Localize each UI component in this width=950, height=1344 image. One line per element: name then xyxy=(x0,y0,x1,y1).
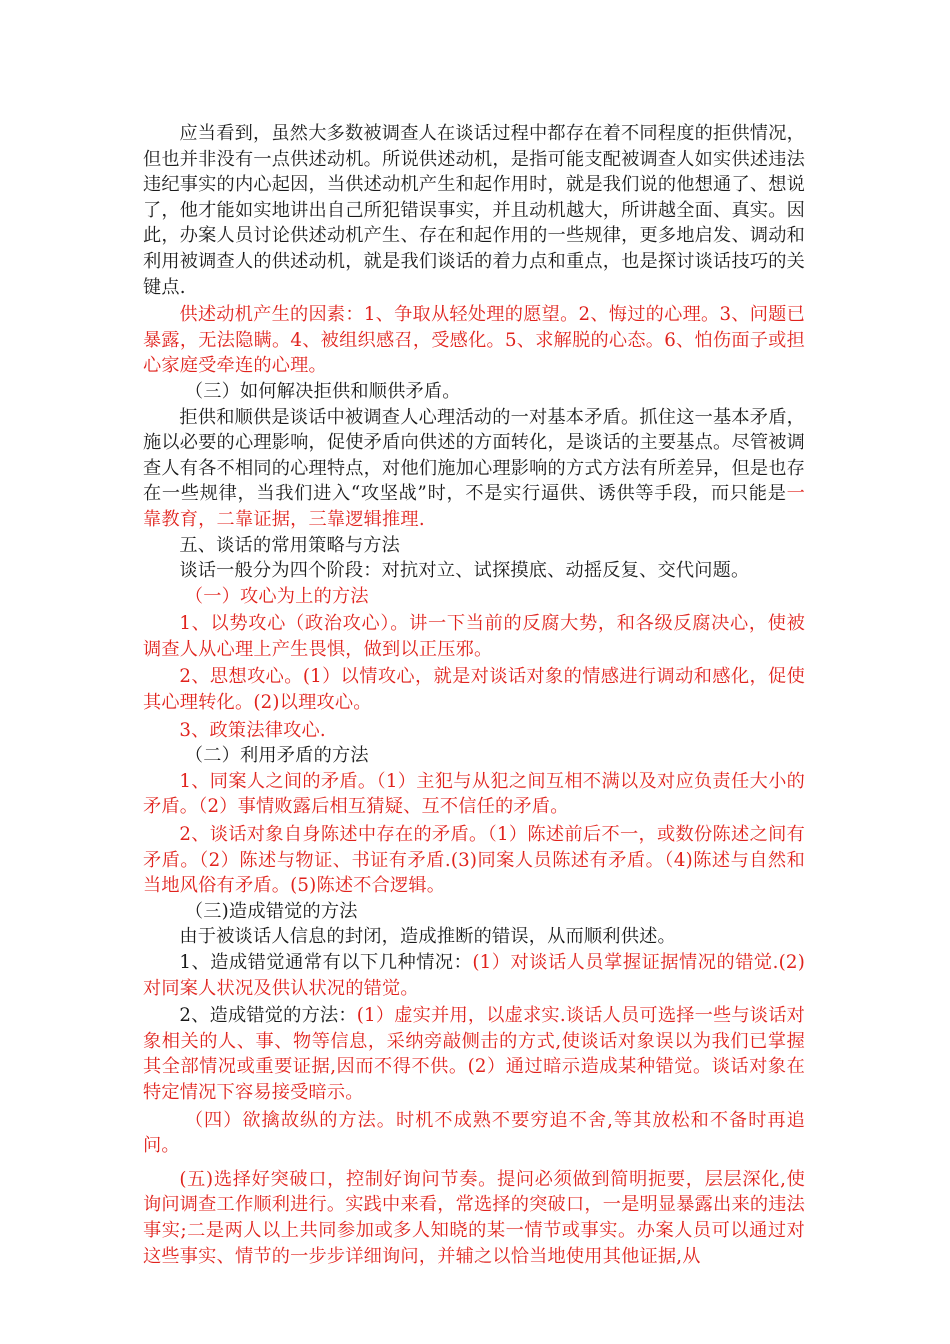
subheading-3 xyxy=(143,899,805,925)
text-run: （一）攻心为上的方法 xyxy=(184,585,369,607)
list-item-3 xyxy=(143,718,805,744)
text-run: （四）欲擒故纵的方法。时机不成熟不要穷追不舍,等其放松和不备时再追问。 xyxy=(143,1109,805,1157)
text-run: （三)造成错觉的方法 xyxy=(184,900,358,922)
subheading-5 xyxy=(143,1167,805,1269)
text-run: 1、同案人之间的矛盾。（1）主犯与从犯之间互相不满以及对应负责任大小的矛盾。（2）事情败露后相互猜疑、互不信任的矛盾。 xyxy=(143,770,805,818)
text-run: 2、思想攻心。(1）以情攻心，就是对谈话对象的情感进行调动和感化，促使其心理转化。(2)以理攻心。 xyxy=(143,666,805,714)
text-run: 五、谈话的常用策略与方法 xyxy=(179,534,401,556)
paragraph-illusion-intro xyxy=(143,924,805,950)
subheading-4 xyxy=(143,1108,805,1159)
list-item-accomplices xyxy=(143,769,805,820)
text-run: 3、政策法律攻心. xyxy=(179,719,326,741)
text-run: 由于被谈话人信息的封闭，造成推断的错误，从而顺利供述。 xyxy=(179,926,676,948)
paragraph-four-stages xyxy=(143,558,805,584)
text-run: 应当看到，虽然大多数被调查人在谈话过程中都存在着不同程度的拒供情况，但也并非没有一点供述动机。所说供述动机，是指可能支配被调查人如实供述违法违纪事实的内心起因，当供述动机产生和起作用时，就是我们说的他想通了、想说了，他才能如实地讲出自己所犯错误事实，并且动机越大，所讲越全面、真实。因此，办案人员讨论供述动机产生、存在和起作用的一些规律，更多地启发、调动和利用被调查人的供述动机，就是我们谈话的着力点和重点，也是探讨谈话技巧的关键点. xyxy=(143,123,805,298)
list-item-illusion-methods xyxy=(143,1003,805,1105)
section-heading-5 xyxy=(143,533,805,559)
text-run-highlight: (1）对谈话人员掌握证据情况的错觉.(2)对同案人状况及供认状况的错觉。 xyxy=(143,952,805,999)
list-item-illusion-cases xyxy=(143,950,805,1001)
text-run: 谈话一般分为四个阶段：对抗对立、试探摸底、动摇反复、交代问题。 xyxy=(179,560,750,582)
text-run: 2、谈话对象自身陈述中存在的矛盾。（1）陈述前后不一，或数份陈述之间有矛盾。（2）陈述与物证、书证有矛盾.(3)同案人员陈述有矛盾。（4)陈述与自然和当地风俗有矛盾。(5)陈述不合逻辑。 xyxy=(143,824,805,897)
subheading-1 xyxy=(143,584,805,610)
text-run: （三）如何解决拒供和顺供矛盾。 xyxy=(184,380,461,402)
text-run: 供述动机产生的因素：1、争取从轻处理的愿望。2、悔过的心理。3、问题已暴露，无法隐瞒。4、被组织感召，受感化。5、求解脱的心态。6、怕伤面子或担心家庭受牵连的心理。 xyxy=(143,304,805,377)
paragraph-motivation-intro xyxy=(143,121,805,300)
text-run-highlight: 一靠教育，二靠证据，三靠逻辑推理. xyxy=(143,483,805,530)
subheading-2 xyxy=(143,743,805,769)
text-run: 1、以势攻心（政治攻心）。讲一下当前的反腐大势，和各级反腐决心，使被调查人从心理上产生畏惧，做到以正压邪。 xyxy=(143,613,805,660)
paragraph-contradiction xyxy=(143,405,805,533)
text-run: 拒供和顺供是谈话中被调查人心理活动的一对基本矛盾。抓住这一基本矛盾，施以必要的心理影响，促使矛盾向供述的方面转化，是谈话的主要基点。尽管被调查人有各不相同的心理特点，对他们施加心理影响的方式方法有所差异，但是也存在一些规律，当我们进入“攻坚战”时，不是实行逼供、诱供等手段，而只能是 xyxy=(143,406,805,505)
document-body xyxy=(143,121,805,1269)
section-heading-3 xyxy=(143,379,805,405)
text-run: （二）利用矛盾的方法 xyxy=(184,745,369,767)
text-run: 2、造成错觉的方法： xyxy=(179,1005,357,1027)
text-run: (五)选择好突破口，控制好询问节奏。提问必须做到简明扼要，层层深化,使询问调查工作顺利进行。实践中来看，常选择的突破口，一是明显暴露出来的违法事实;二是两人以上共同参加或多人知晓的某一情节或事实。办案人员可以通过对这些事实、情节的一步步详细询问，并辅之以恰当地使用其他证据,从 xyxy=(143,1168,805,1267)
list-item-1 xyxy=(143,611,805,662)
paragraph-motivation-factors xyxy=(143,302,805,379)
text-run: 1、造成错觉通常有以下几种情况： xyxy=(179,952,473,973)
list-item-2 xyxy=(143,664,805,715)
list-item-self-statement xyxy=(143,822,805,899)
text-run-highlight: (1）虚实并用，以虚求实.谈话人员可选择一些与谈话对象相关的人、事、物等信息，采纳旁敲侧击的方式,使谈话对象误以为我们已掌握其全部情况或重要证据,因而不得不供。(2）通过暗示造成某种错觉。谈话对象在特定情况下容易接受暗示。 xyxy=(143,1005,805,1103)
